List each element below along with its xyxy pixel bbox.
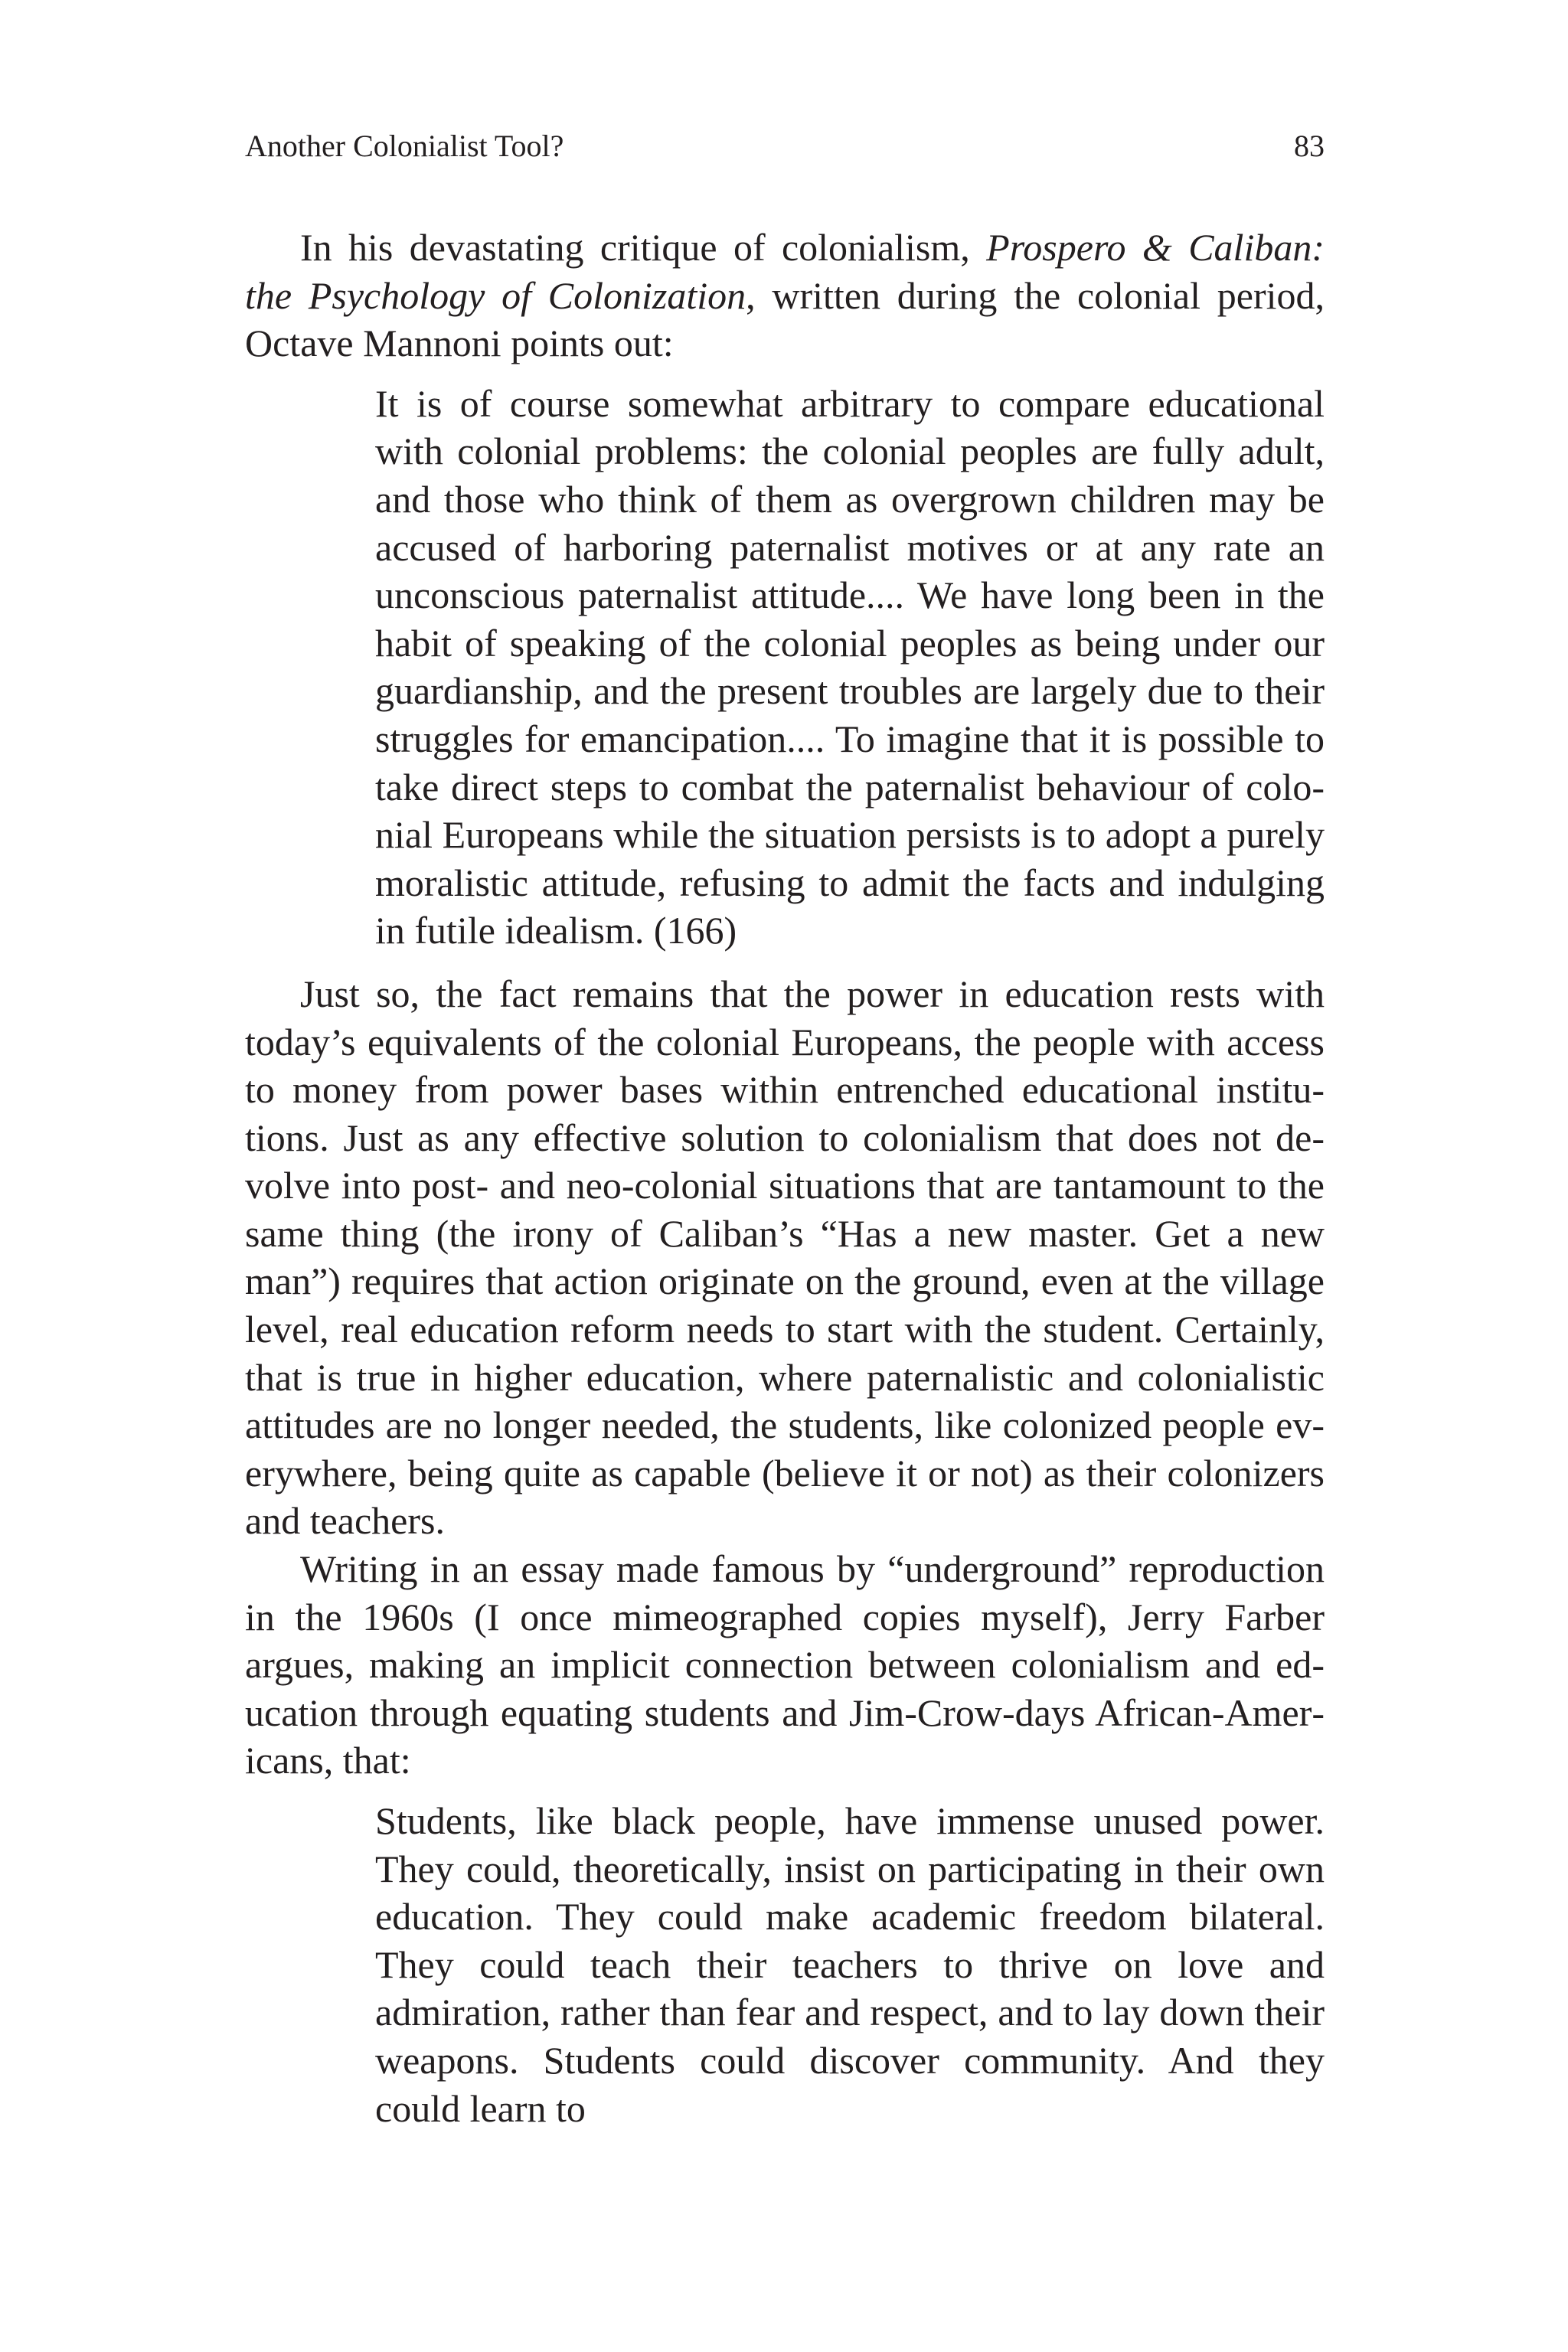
block-quote-mannoni: It is of course somewhat arbitrary to compare educational with colonial problems: the colonial peoples are fully adult, and those who think of them as overgrown children may be accused of harboring paternalist motives or at any rate an unconscious paternalist attitude.... We have long been in the habit of speaking of the colonial peoples as being under our guardianship, and the present troubles are largely due to their struggles for emancipation.... To imagine that it is possible to take direct steps to combat the paternalist behaviour of colonial Europeans while the situation persists is to adopt a purely moralistic attitude, refusing to admit the facts and indulging in futile idealism. (166) [375,381,1325,952]
page-number: 83 [1294,129,1325,163]
running-title: Another Colonialist Tool? [245,129,564,163]
body-text [245,224,1325,2148]
block-quote-farber: Students, like black people, have immense unused power. They could, theoretically, insist on participating in their own education. They could make academic freedom bilateral. They could teach their teachers to thrive on love and admiration, rather than fear and respect, and to lay down their weapons. Students could discover community. And they could learn to [375,1799,1325,2130]
book-title: Prospero & Caliban: the Psychology of Colonization [245,226,1325,317]
paragraph-intro-lead: In his devastating critique of colonialism, [300,226,987,269]
paragraph-intro-tail: , written during the colonial period, Octave Mannoni points out: [245,273,1325,365]
running-head [245,127,1325,165]
paragraph-farber-intro: Writing in an essay made famous by “underground” reproduction in the 1960s (I once mimeographed copies myself), Jerry Farber argues, making an implicit connection between colonialism and education through equating students and Jim-Crow-days African-Americans, that: [245,1547,1325,1782]
paragraph-intro [245,224,1325,368]
paragraph-power-in-education: Just so, the fact remains that the power in education rests with today’s equivalents of the colonial Europeans, the people with access to money from power bases within entrenched educational institutions. Just as any effective solution to colonialism that does not devolve into post- and neo-colonial situations that are tantamount to the same thing (the irony of Caliban’s “Has a new master. Get a new man”) requires that action originate on the ground, even at the village level, real education reform needs to start with the student. Certainly, that is true in higher education, where paternalistic and colonialistic attitudes are no longer needed, the students, like colonized people everywhere, being quite as capable (believe it or not) as their colonizers and teachers. [245,972,1325,1543]
